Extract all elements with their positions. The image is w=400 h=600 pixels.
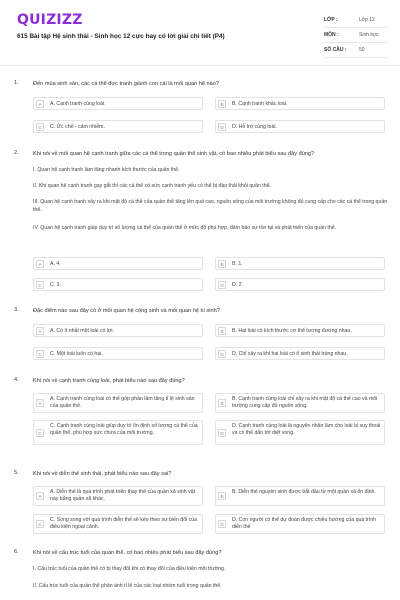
- option-text: C. 3.: [50, 282, 61, 288]
- meta-subject: [324, 28, 388, 43]
- option-text: D. Chỉ xảy ra khi hai loài có ổ sinh thái trùng nhau.: [232, 351, 348, 357]
- option-text: A. 4.: [50, 261, 61, 267]
- option-text: D. Con người có thể dự đoán được chiều hướng của quá trình diễn thế: [232, 517, 377, 530]
- option-letter: A: [36, 327, 44, 335]
- option-text: D. 2: [232, 282, 242, 288]
- question-text: Khi nói về diễn thế sinh thái, phát biểu nào sau đây sai?: [33, 471, 172, 477]
- document-title: 615 Bài tập Hệ sinh thái - Sinh học 12 cực hay có lời giải chi tiết (P4): [17, 33, 225, 40]
- option-text: A. Có ít nhất một loài có lợi.: [50, 328, 114, 334]
- option-text: C. Cạnh tranh cùng loài giúp duy trì ổn định số lượng cá thể của quần thể, phù hợp sức chứa của môi trường.: [50, 423, 198, 436]
- option-letter: C: [36, 123, 44, 131]
- option-letter: B: [218, 399, 226, 407]
- option-letter: B: [218, 100, 226, 108]
- option-b[interactable]: [215, 257, 385, 270]
- option-letter: A: [36, 492, 44, 500]
- option-letter: D: [218, 429, 226, 437]
- option-b[interactable]: [215, 393, 385, 413]
- option-a[interactable]: [33, 486, 203, 506]
- option-text: B. 1.: [232, 261, 243, 267]
- option-a[interactable]: [33, 257, 203, 270]
- question-text: Khi nói về mối quan hệ cạnh tranh giữa các cá thể trong quần thể sinh vật, có bao nhiêu phát biểu sau đây đúng?: [33, 151, 315, 157]
- option-letter: D: [218, 123, 226, 131]
- option-d[interactable]: [215, 514, 385, 534]
- question-number: 5.: [14, 470, 19, 476]
- option-c[interactable]: [33, 514, 203, 534]
- option-text: C. Một loài luôn có hại.: [50, 351, 103, 357]
- meta-value: Lớp 12: [359, 17, 375, 23]
- option-c[interactable]: [33, 120, 203, 133]
- option-text: C. Song song với quá trình diễn thế sẽ kéo theo sự biến đổi của điều kiện ngoại cảnh.: [50, 517, 198, 530]
- option-letter: C: [36, 429, 44, 437]
- question-number: 2.: [14, 150, 19, 156]
- option-letter: C: [36, 281, 44, 289]
- option-a[interactable]: [33, 324, 203, 337]
- option-d[interactable]: [215, 347, 385, 360]
- meta-label: SỐ CÂU :: [324, 47, 347, 53]
- option-text: B. Hai loài có kích thước cơ thể tương đương nhau.: [232, 328, 352, 334]
- option-letter: A: [36, 399, 44, 407]
- option-letter: B: [218, 492, 226, 500]
- option-text: B. Cạnh tranh cùng loài chỉ xảy ra khi mật độ cá thể cao và môi trường cung cấp đủ nguồn sống.: [232, 396, 378, 409]
- option-text: B. Diễn thế nguyên sinh được bắt đầu từ một quần xã ổn định.: [232, 489, 376, 495]
- option-text: D. Hỗ trợ cùng loài.: [232, 124, 277, 130]
- question-number: 3.: [14, 307, 19, 313]
- question-number: 4.: [14, 377, 19, 383]
- meta-class: [324, 13, 388, 28]
- option-letter: D: [218, 520, 226, 528]
- option-text: A. Cạnh tranh cùng loài có thể góp phần làm tăng tỉ lệ sinh sản của quần thể.: [50, 396, 195, 409]
- question-text: Khi nói về cấu trúc tuổi của quần thể, có bao nhiêu phát biểu sau đây đúng?: [33, 550, 222, 556]
- option-letter: D: [218, 350, 226, 358]
- statement: I. Quan hệ cạnh tranh làm tăng nhanh kích thước của quần thể.: [33, 167, 180, 173]
- statement: III. Quan hệ cạnh tranh xảy ra khi mật độ cá thể của quần thể tăng lên quá cao, nguồn sống của môi trường không đủ cung cấp cho các cá thể trong quần thể.: [33, 199, 388, 213]
- question-text: Khi nói về cạnh tranh cùng loài, phát biểu nào sau đây đúng?: [33, 378, 185, 384]
- option-c[interactable]: [33, 420, 203, 445]
- option-c[interactable]: [33, 278, 203, 291]
- statement: IV. Quan hệ cạnh tranh giúp duy trì số lượng cá thể của quần thể ở mức độ phù hợp, đảm bảo sự tồn tại và phát triển của quần thể.: [33, 225, 337, 231]
- statement: I. Cấu trúc tuổi của quần thể có bị thay đổi khi có thay đổi của điều kiện môi trường.: [33, 566, 226, 572]
- quizizz-logo: QUIZIZZ: [17, 12, 83, 28]
- option-c[interactable]: [33, 347, 203, 360]
- option-text: D. Cạnh tranh cùng loài là nguyên nhân làm cho loài bị suy thoái và có thể dẫn tới diệt vong.: [232, 423, 381, 436]
- question-number: 6.: [14, 549, 19, 555]
- option-letter: C: [36, 350, 44, 358]
- statement: II. Khi quan hệ cạnh tranh gay gắt thì các cá thể có sức cạnh tranh yếu có thể bị đào thải khỏi quần thể.: [33, 183, 271, 189]
- meta-label: MÔN :: [324, 32, 339, 38]
- option-text: C. Ức chế - cảm nhiễm.: [50, 124, 105, 130]
- question-number: 1.: [14, 80, 19, 86]
- option-b[interactable]: [215, 97, 385, 110]
- statement: II. Cấu trúc tuổi của quần thể phản ánh tỉ lệ của các loại nhóm tuổi trong quần thể.: [33, 583, 222, 589]
- meta-value: 50: [359, 47, 365, 53]
- option-a[interactable]: [33, 393, 203, 413]
- option-text: B. Cạnh tranh khác loài.: [232, 101, 288, 107]
- question-text: Đặc điểm nào sau đây có ở mối quan hệ cộng sinh và mối quan hệ kí sinh?: [33, 308, 220, 314]
- option-text: A. Diễn thế là quá trình phát triển thay thế của quần xã sinh vật này bằng quần xã khác.: [50, 489, 196, 502]
- option-letter: A: [36, 260, 44, 268]
- option-a[interactable]: [33, 97, 203, 110]
- option-letter: D: [218, 281, 226, 289]
- option-b[interactable]: [215, 486, 385, 506]
- question-text: Đến mùa sinh sản, các cá thể đực tranh giành con cái là mối quan hệ nào?: [33, 81, 219, 87]
- option-letter: B: [218, 260, 226, 268]
- option-letter: A: [36, 100, 44, 108]
- option-letter: B: [218, 327, 226, 335]
- option-letter: C: [36, 520, 44, 528]
- option-d[interactable]: [215, 278, 385, 291]
- option-b[interactable]: [215, 324, 385, 337]
- option-d[interactable]: [215, 420, 385, 445]
- meta-value: Sinh học: [359, 32, 379, 38]
- meta-question-count: [324, 43, 388, 58]
- option-d[interactable]: [215, 120, 385, 133]
- option-text: A. Cạnh tranh cùng loài.: [50, 101, 106, 107]
- meta-label: LỚP :: [324, 17, 338, 23]
- page-header: [0, 0, 400, 66]
